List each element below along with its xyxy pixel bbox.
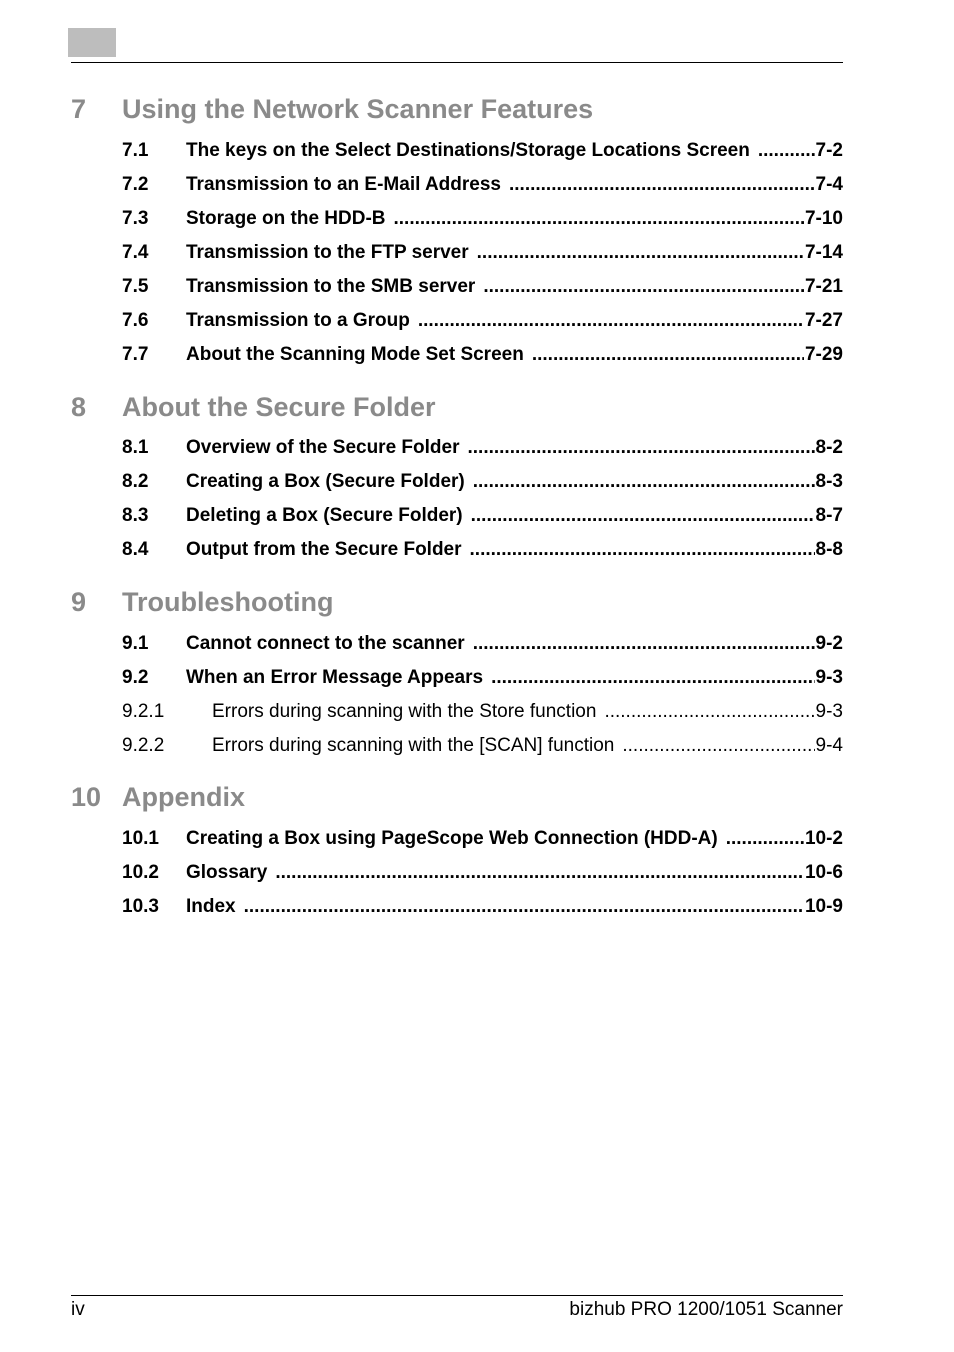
section-number: 7.3 <box>122 208 149 229</box>
section-number: 10.2 <box>122 862 159 883</box>
page-reference: 10-6 <box>804 862 843 883</box>
dot-leader <box>473 471 815 493</box>
chapter-title: About the Secure Folder <box>122 392 436 422</box>
page-reference: 9-4 <box>815 735 843 756</box>
dot-leader <box>244 896 804 918</box>
footer-divider <box>71 1295 843 1296</box>
page-reference: 8-3 <box>815 471 843 492</box>
page-reference: 7-27 <box>804 310 843 331</box>
dot-leader <box>758 140 815 162</box>
page-reference: 8-7 <box>815 505 843 526</box>
section-number: 9.1 <box>122 633 149 654</box>
toc-entry-10-2[interactable] <box>122 862 843 886</box>
section-title: Deleting a Box (Secure Folder) <box>186 505 463 526</box>
dot-leader <box>491 667 814 689</box>
dot-leader <box>477 242 804 264</box>
page-reference: 10-9 <box>804 896 843 917</box>
page-reference: 7-4 <box>815 174 843 195</box>
header-tab-block <box>68 28 116 57</box>
chapter-title: Appendix <box>122 782 246 812</box>
dot-leader <box>275 862 804 884</box>
dot-leader <box>604 701 814 723</box>
header-divider <box>71 62 843 63</box>
subsection-number: 9.2.2 <box>122 735 165 756</box>
section-title: Cannot connect to the scanner <box>186 633 465 654</box>
section-number: 8.2 <box>122 471 149 492</box>
toc-entry-8-3[interactable] <box>122 505 843 529</box>
toc-entry-9-2-1[interactable] <box>122 701 843 725</box>
chapter-number: 8 <box>71 392 87 422</box>
section-number: 7.7 <box>122 344 149 365</box>
toc-entry-7-3[interactable] <box>122 208 843 232</box>
toc-entry-9-2[interactable] <box>122 667 843 691</box>
footer-page-number: iv <box>71 1299 85 1320</box>
page-reference: 8-2 <box>815 437 843 458</box>
section-number: 7.5 <box>122 276 149 297</box>
section-number: 9.2 <box>122 667 149 688</box>
page-reference: 7-29 <box>804 344 843 365</box>
section-title: Output from the Secure Folder <box>186 539 462 560</box>
subsection-title: Errors during scanning with the Store function <box>212 701 597 722</box>
toc-entry-8-4[interactable] <box>122 539 843 563</box>
footer-document-title: bizhub PRO 1200/1051 Scanner <box>569 1299 843 1320</box>
toc-entry-7-7[interactable] <box>122 344 843 368</box>
chapter-title: Troubleshooting <box>122 587 334 617</box>
dot-leader <box>473 633 815 655</box>
section-number: 8.4 <box>122 539 149 560</box>
section-title: Storage on the HDD-B <box>186 208 386 229</box>
dot-leader <box>622 735 814 757</box>
dot-leader <box>467 437 814 459</box>
toc-entry-9-1[interactable] <box>122 633 843 657</box>
dot-leader <box>509 174 815 196</box>
dot-leader <box>470 539 815 561</box>
toc-entry-8-2[interactable] <box>122 471 843 495</box>
section-number: 10.1 <box>122 828 159 849</box>
dot-leader <box>418 310 804 332</box>
section-title: Transmission to the FTP server <box>186 242 469 263</box>
section-number: 7.2 <box>122 174 149 195</box>
section-title: Creating a Box (Secure Folder) <box>186 471 465 492</box>
section-number: 8.1 <box>122 437 149 458</box>
page-reference: 9-3 <box>815 667 843 688</box>
subsection-number: 9.2.1 <box>122 701 165 722</box>
section-title: Transmission to a Group <box>186 310 410 331</box>
section-number: 7.6 <box>122 310 149 331</box>
section-title: Creating a Box using PageScope Web Connection (HDD-A) <box>186 828 718 849</box>
section-number: 7.4 <box>122 242 149 263</box>
page-reference: 10-2 <box>804 828 843 849</box>
toc-entry-7-5[interactable] <box>122 276 843 300</box>
section-title: The keys on the Select Destinations/Storage Locations Screen <box>186 140 750 161</box>
toc-entry-8-1[interactable] <box>122 437 843 461</box>
toc-entry-10-3[interactable] <box>122 896 843 920</box>
section-title: Transmission to the SMB server <box>186 276 476 297</box>
toc-entry-7-6[interactable] <box>122 310 843 334</box>
chapter-number: 7 <box>71 94 87 124</box>
section-title: Overview of the Secure Folder <box>186 437 460 458</box>
section-title: When an Error Message Appears <box>186 667 484 688</box>
toc-entry-10-1[interactable] <box>122 828 843 852</box>
dot-leader <box>394 208 804 230</box>
section-title: Transmission to an E-Mail Address <box>186 174 501 195</box>
page-reference: 7-2 <box>815 140 843 161</box>
page-reference: 7-21 <box>804 276 843 297</box>
section-title: Index <box>186 896 236 917</box>
chapter-number: 9 <box>71 587 87 617</box>
toc-entry-7-1[interactable] <box>122 140 843 164</box>
dot-leader <box>532 344 804 366</box>
page-reference: 9-2 <box>815 633 843 654</box>
page-reference: 8-8 <box>815 539 843 560</box>
toc-entry-7-2[interactable] <box>122 174 843 198</box>
section-title: About the Scanning Mode Set Screen <box>186 344 524 365</box>
section-number: 7.1 <box>122 140 149 161</box>
page-reference: 7-10 <box>804 208 843 229</box>
subsection-title: Errors during scanning with the [SCAN] function <box>212 735 615 756</box>
section-number: 8.3 <box>122 505 149 526</box>
page-reference: 7-14 <box>804 242 843 263</box>
chapter-title: Using the Network Scanner Features <box>122 94 594 124</box>
dot-leader <box>483 276 804 298</box>
page-reference: 9-3 <box>815 701 843 722</box>
dot-leader <box>471 505 815 527</box>
toc-entry-7-4[interactable] <box>122 242 843 266</box>
section-number: 10.3 <box>122 896 159 917</box>
section-title: Glossary <box>186 862 268 883</box>
dot-leader <box>726 828 804 850</box>
chapter-number: 10 <box>71 782 102 812</box>
toc-entry-9-2-2[interactable] <box>122 735 843 759</box>
